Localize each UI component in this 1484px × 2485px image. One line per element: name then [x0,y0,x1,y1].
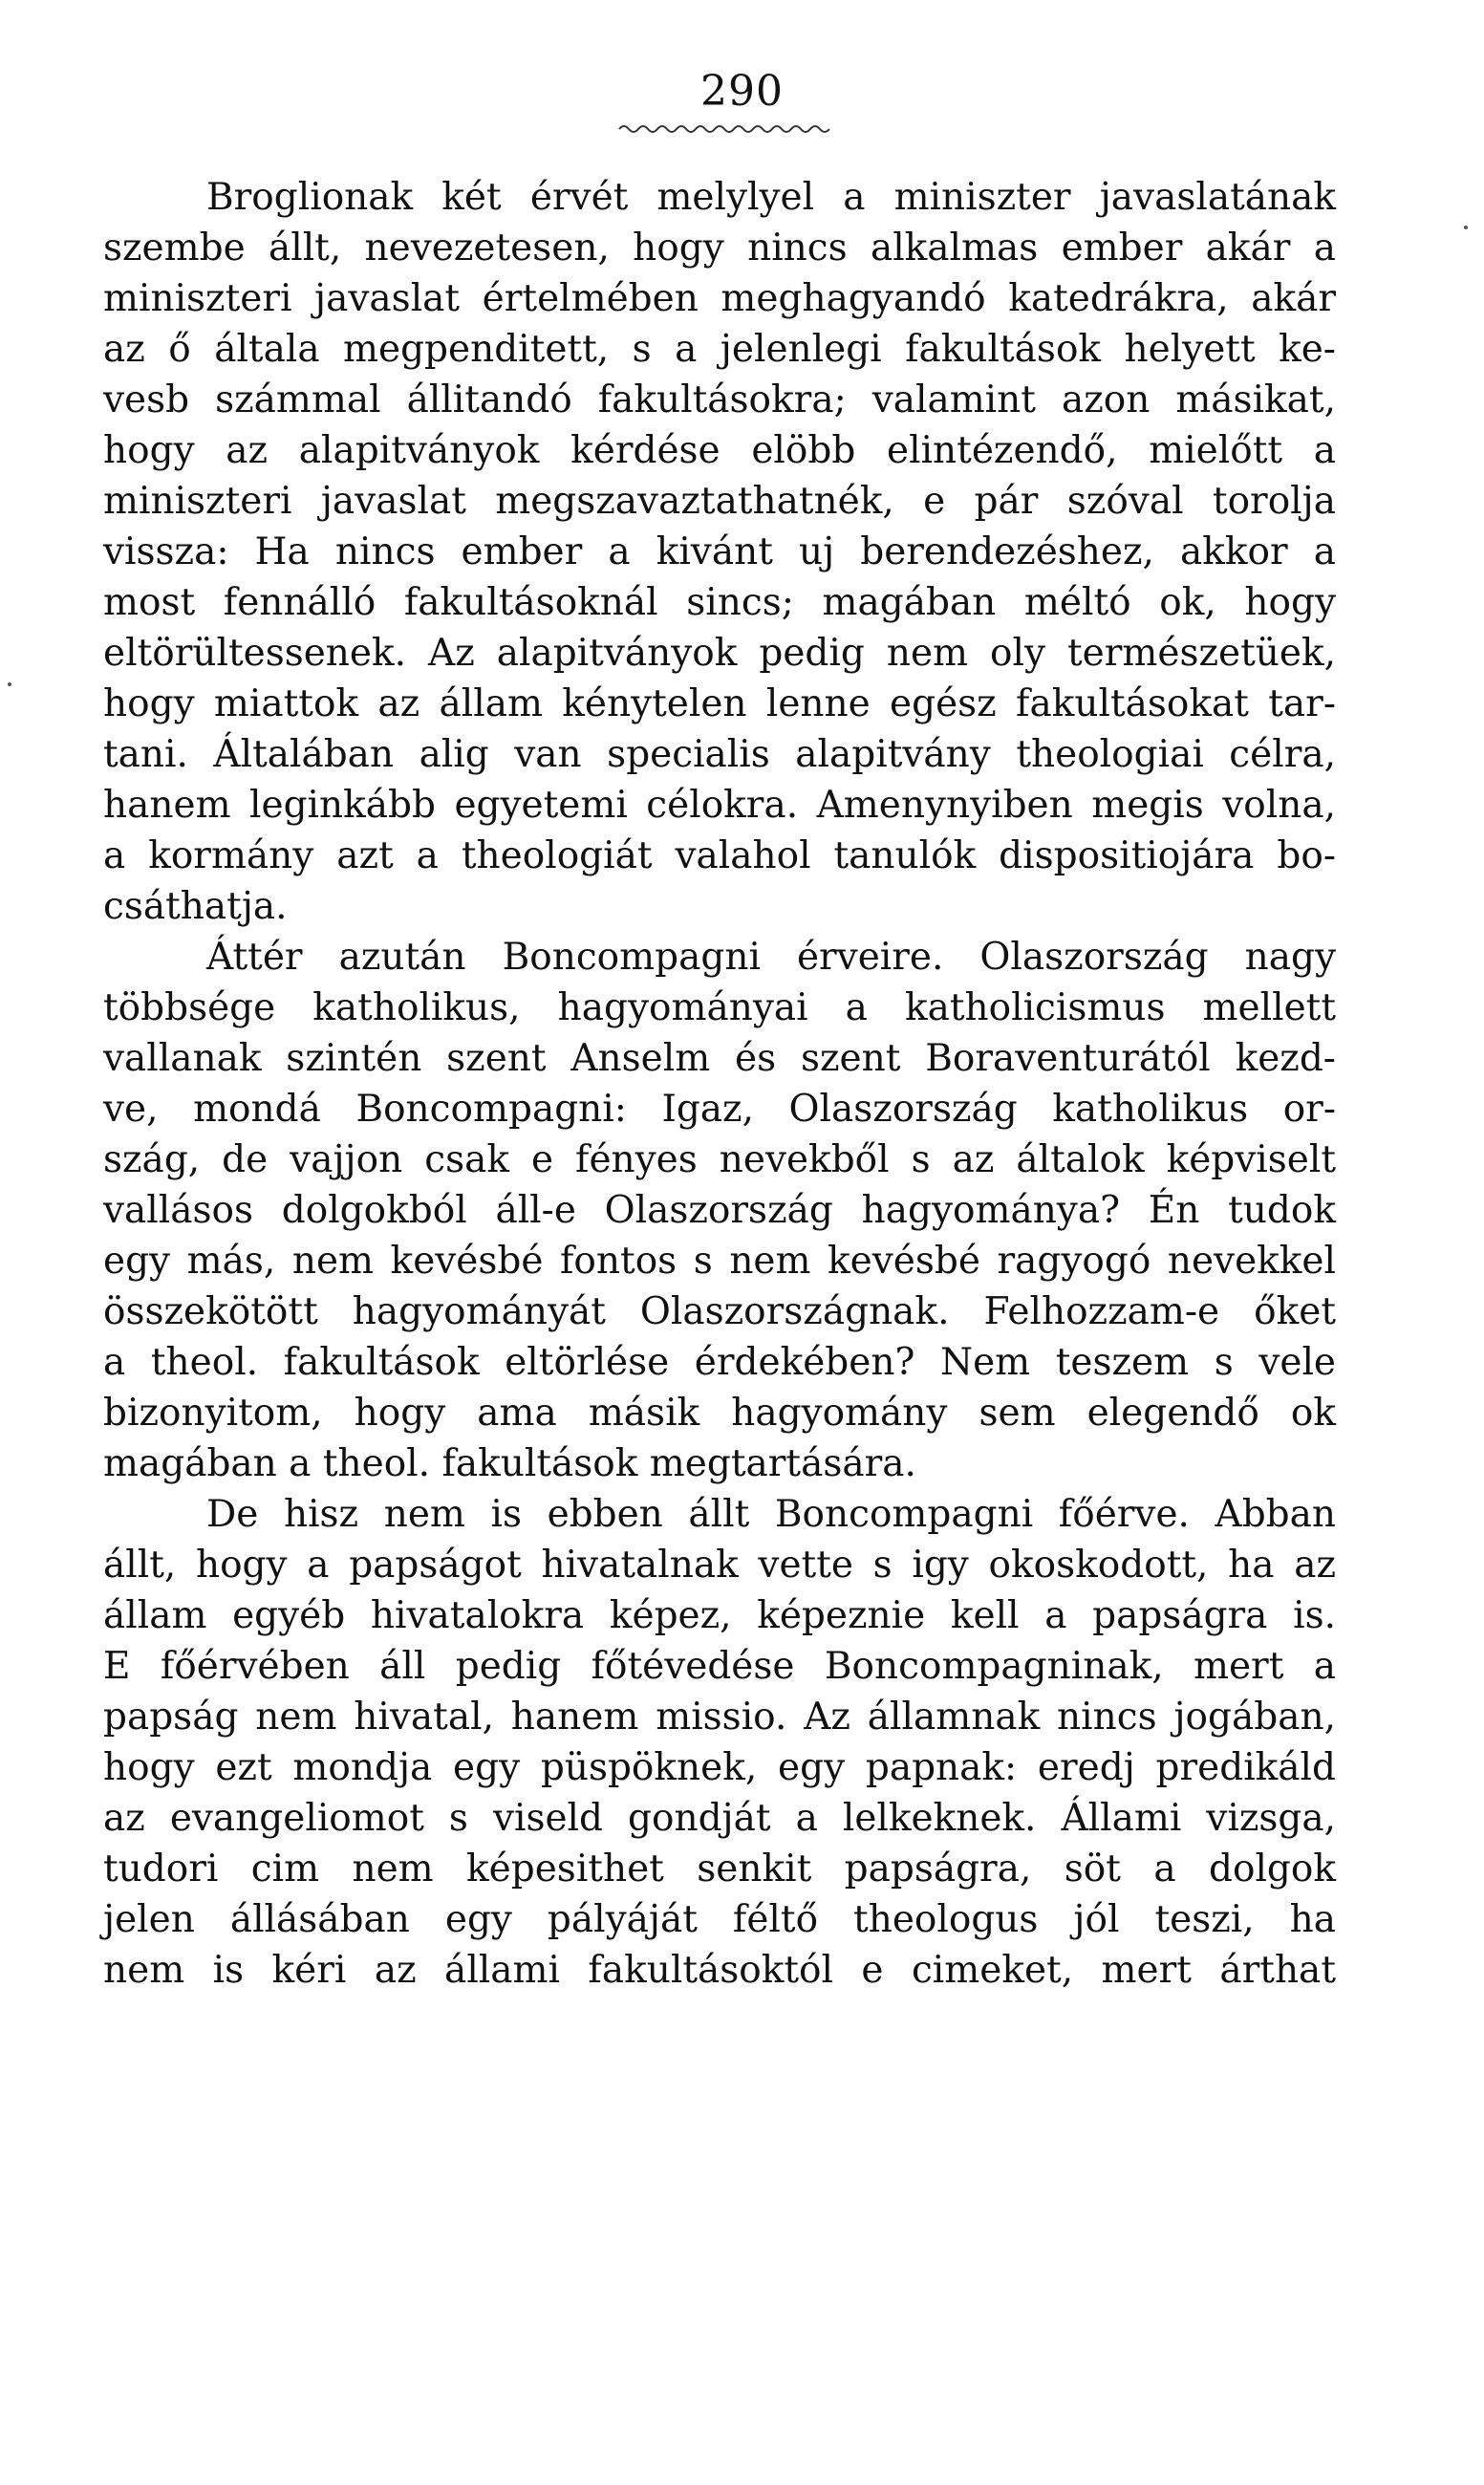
text-line: most fennálló fakultásoknál sincs; magában méltó ok, hogy [103,581,1336,624]
text-line: egy más, nem kevésbé fontos s nem kevésbé ragyogó nevekkel [103,1240,1336,1283]
text-line: vissza: Ha nincs ember a kivánt uj berendezéshez, akkor a [103,530,1336,573]
page-number: 290 [700,67,784,116]
text-line: jelen állásában egy pályáját féltő theologus jól teszi, ha [103,1898,1336,1941]
text-line: állam egyéb hivatalokra képez, képeznie kell a papságra is. [103,1594,1336,1637]
text-line: eltörültessenek. Az alapitványok pedig nem oly természetüek, [103,632,1336,675]
text-line: tudori cim nem képesithet senkit papságra, söt a dolgok [103,1848,1336,1891]
text-line: vallanak szintén szent Anselm és szent Boraventurától kezd- [103,1037,1336,1080]
margin-speck [1464,226,1468,229]
text-line: Broglionak két érvét melylyel a miniszter javaslatának [206,176,1336,219]
text-line: nem is kéri az állami fakultásoktól e cimeket, mert árthat [103,1949,1336,1992]
text-line: vallásos dolgokból áll-e Olaszország hagyománya? Én tudok [103,1189,1336,1232]
text-line: hogy az alapitványok kérdése elöbb elintézendő, mielőtt a [103,429,1336,472]
text-line: állt, hogy a papságot hivatalnak vette s igy okoskodott, ha az [103,1544,1336,1587]
text-line: szág, de vajjon csak e fényes nevekből s az általok képviselt [103,1138,1336,1181]
body-text [103,172,1336,1996]
text-line: többsége katholikus, hagyományai a katholicismus mellett [103,986,1336,1029]
text-line: De hisz nem is ebben állt Boncompagni főérve. Abban [206,1493,1336,1536]
text-line: szembe állt, nevezetesen, hogy nincs alkalmas ember akár a [103,227,1336,270]
text-line: az ő általa megpenditett, s a jelenlegi fakultások helyett ke- [103,328,1336,371]
wavy-rule-ornament [617,122,833,136]
text-line: a kormány azt a theologiát valahol tanulók dispositiojára bo- [103,834,1336,877]
text-line: a theol. fakultások eltörlése érdekében? Nem teszem s vele [103,1341,1336,1384]
text-line: papság nem hivatal, hanem missio. Az államnak nincs jogában, [103,1696,1336,1739]
text-line: miniszteri javaslat értelmében meghagyandó katedrákra, akár [103,277,1336,320]
text-line: vesb számmal állitandó fakultásokra; valamint azon másikat, [103,378,1336,421]
text-line: magában a theol. fakultások megtartására. [103,1442,916,1485]
text-line: az evangeliomot s viseld gondját a lelkeknek. Állami vizsga, [103,1797,1336,1840]
text-line: tani. Általában alig van specialis alapitvány theologiai célra, [103,733,1336,776]
margin-speck [8,682,11,686]
text-line: Áttér azután Boncompagni érveire. Olaszország nagy [206,936,1336,979]
text-line: bizonyitom, hogy ama másik hagyomány sem elegendő ok [103,1392,1336,1435]
text-line: összekötött hagyományát Olaszországnak. Felhozzam-e őket [103,1290,1336,1333]
text-line: hogy miattok az állam kénytelen lenne egész fakultásokat tar- [103,682,1336,725]
text-line: ve, mondá Boncompagni: Igaz, Olaszország katholikus or- [103,1088,1336,1131]
text-line: miniszteri javaslat megszavaztathatnék, e pár szóval torolja [103,480,1336,523]
text-line: hogy ezt mondja egy püspöknek, egy papnak: eredj predikáld [103,1746,1336,1789]
text-line: hanem leginkább egyetemi célokra. Amenynyiben megis volna, [103,784,1336,827]
text-line: csáthatja. [103,885,288,928]
text-line: E főérvében áll pedig főtévedése Boncompagninak, mert a [103,1645,1336,1688]
